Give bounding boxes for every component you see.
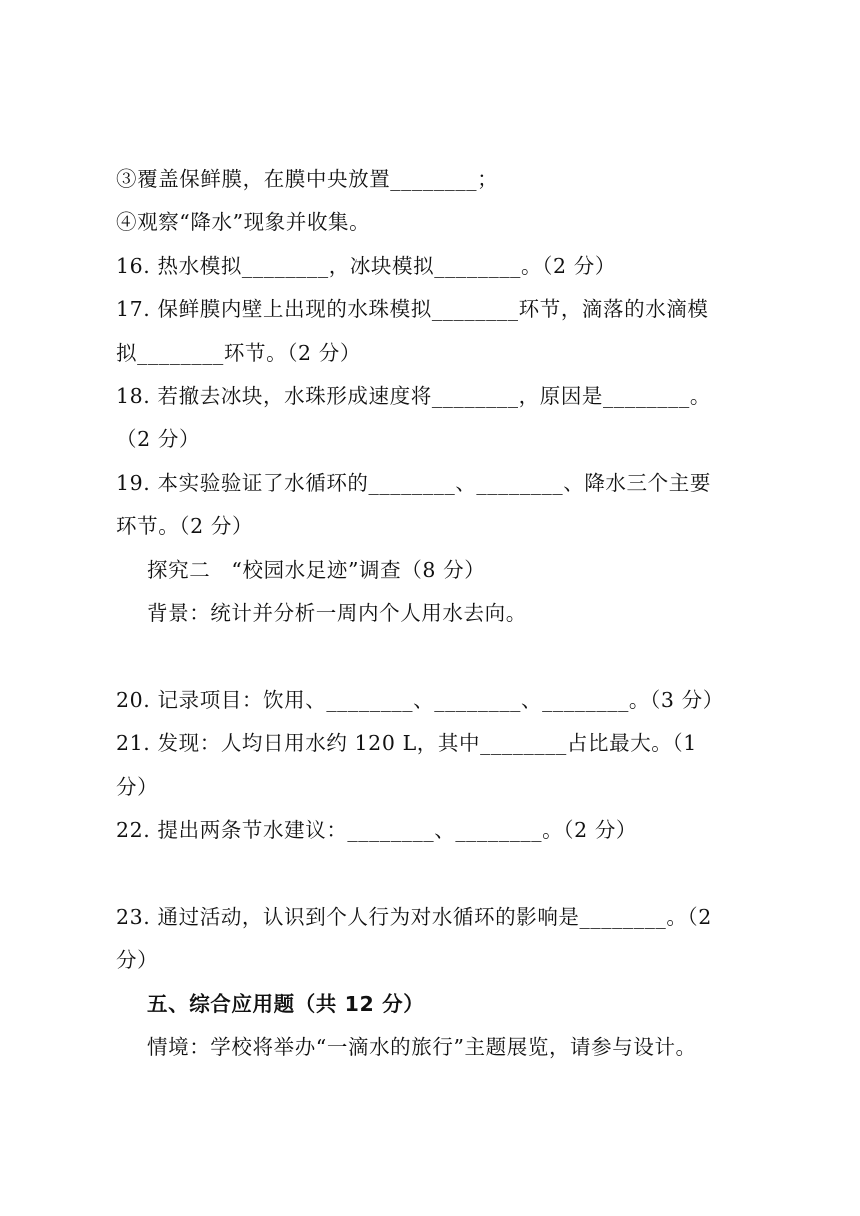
question-21-line-1: 21. 发现：人均日用水约 120 L，其中________占比最大。（1 <box>116 731 697 755</box>
question-20: 20. 记录项目：饮用、________、________、________。（3 分） <box>116 688 724 712</box>
section-5-heading: 五、综合应用题（共 12 分） <box>147 992 425 1016</box>
inquiry-2-title: 探究二 “校园水足迹”调查（8 分） <box>147 558 486 582</box>
question-18-line-2: （2 分） <box>116 427 201 451</box>
question-17-line-2: 拟________环节。（2 分） <box>116 341 362 365</box>
question-19-line-1: 19. 本实验验证了水循环的________、________、降水三个主要 <box>116 471 711 495</box>
question-19-line-2: 环节。（2 分） <box>116 514 254 538</box>
question-21-line-2: 分） <box>116 775 159 799</box>
step-3-text: ③覆盖保鲜膜，在膜中央放置________； <box>116 167 499 191</box>
question-18-line-1: 18. 若撤去冰块，水珠形成速度将________，原因是________。 <box>116 384 711 408</box>
question-17-line-1: 17. 保鲜膜内壁上出现的水珠模拟________环节，滴落的水滴模 <box>116 297 709 321</box>
inquiry-2-background: 背景：统计并分析一周内个人用水去向。 <box>147 601 527 625</box>
step-4-text: ④观察“降水”现象并收集。 <box>116 210 371 234</box>
question-23-line-2: 分） <box>116 948 159 972</box>
section-5-context: 情境：学校将举办“一滴水的旅行”主题展览，请参与设计。 <box>147 1035 697 1059</box>
question-16: 16. 热水模拟________，冰块模拟________。（2 分） <box>116 254 616 278</box>
question-22: 22. 提出两条节水建议：________、________。（2 分） <box>116 818 638 842</box>
question-23-line-1: 23. 通过活动，认识到个人行为对水循环的影响是________。（2 <box>116 905 712 929</box>
